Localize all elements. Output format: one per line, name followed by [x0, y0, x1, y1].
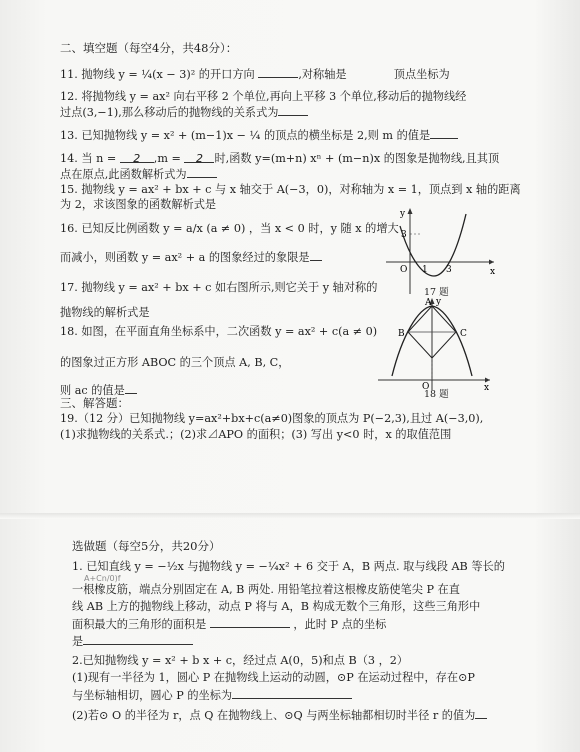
figure-18-graph — [374, 296, 494, 392]
q19-line1: 19.（12 分）已知抛物线 y=ax²+bx+c(a≠0)图象的顶点为 P(−2,3),且过 A(−3,0), — [60, 412, 484, 425]
q16-blank[interactable] — [310, 250, 322, 261]
q18-line1: 18. 如图，在平面直角坐标系中，二次函数 y = ax² + c(a ≠ 0) — [60, 325, 378, 338]
q14-m-blank[interactable]: 2 — [184, 152, 214, 163]
q15-line1: 15. 抛物线 y = ax² + bx + c 与 x 轴交于 A(−3，0)，对称轴为 x = 1，顶点到 x 轴的距离 — [60, 183, 521, 196]
o2-line4: (2)若⊙ O 的半径为 r，点 Q 在抛物线上、⊙Q 与两坐标轴都相切时半径 r 的值为 — [72, 708, 487, 722]
q15-line2: 为 2，求该图象的函数解析式是 — [60, 198, 217, 211]
q17-line2: 抛物线的解析式是 — [60, 306, 150, 319]
q11-text: 11. 抛物线 y = ¼(x − 3)² 的开口方向 ,对称轴是 顶点坐标为 — [60, 68, 450, 81]
q19-line2: (1)求抛物线的关系式.；(2)求⊿APO 的面积；(3) 写出 y<0 时，x 的取值范围 — [60, 428, 452, 441]
pencil-note: A+Cn/0)f — [84, 574, 121, 583]
o2-line1: 2.已知抛物线 y = x² + b x + c，经过点 A(0，5)和点 B（3 ，2） — [72, 654, 409, 667]
q14-line2: 点在原点,此函数解析式为 — [60, 167, 217, 181]
o2-center-blank[interactable] — [232, 688, 352, 699]
y-label: y — [400, 209, 406, 219]
q17-line1: 17. 抛物线 y = ax² + bx + c 如右图所示,则它关于 y 轴对称的 — [60, 281, 378, 294]
point-A-label: A — [425, 298, 432, 308]
point-C-label: C — [460, 329, 467, 339]
q16-line1: 16. 已知反比例函数 y = a/x (a ≠ 0) ，当 x < 0 时，y 随 x 的增大 — [60, 222, 399, 235]
x-label: x — [490, 267, 496, 277]
o2-line3: 与坐标轴相切，圆心 P 的坐标为 — [72, 688, 352, 702]
o1-area-blank[interactable] — [210, 617, 290, 628]
figure-17-graph — [382, 204, 502, 296]
tick-x-1: 1 — [422, 265, 428, 275]
tick-x-3: 3 — [446, 265, 452, 275]
q11-blank-1[interactable] — [258, 67, 298, 78]
o1-line3: 线 AB 上方的抛物线上移动，动点 P 将与 A，B 构成无数个三角形，这些三角形中 — [72, 600, 481, 613]
q14-line1: 14. 当 n = 2 ,m = 2 时,函数 y=(m+n) xⁿ + (m−n)x 的图象是抛物线,且其顶 — [60, 152, 500, 165]
figure-17-caption: 17 题 — [424, 287, 449, 298]
section-answer-heading: 三、解答题： — [60, 396, 129, 410]
x-axis-arrow — [485, 378, 490, 383]
tick-y-3: 3 — [401, 230, 407, 240]
section-fill-blank-heading: 二、填空题（每空4分，共48分）： — [60, 41, 238, 55]
x-axis-arrow — [489, 260, 494, 265]
q18-line3: 则 ac 的值是 — [60, 383, 137, 397]
section-optional-heading: 选做题（每空5分，共20分） — [72, 539, 221, 553]
q13-text: 13. 已知抛物线 y = x² + (m−1)x − ¼ 的顶点的横坐标是 2,则 m 的值是 — [60, 128, 458, 142]
q18-blank[interactable] — [125, 383, 137, 394]
x-label: x — [484, 383, 490, 392]
q14-n-blank[interactable]: 2 — [120, 152, 154, 163]
q12-line1: 12. 将抛物线 y = ax² 向右平移 2 个单位,再向上平移 3 个单位,移动后的抛物线经 — [60, 90, 467, 103]
q12-blank[interactable] — [278, 105, 308, 116]
o1-line5: 是 — [72, 634, 193, 648]
q12-line2: 过点(3,−1),那么移动后的抛物线的关系式为 — [60, 105, 308, 119]
origin-label: O — [422, 382, 430, 392]
q13-blank[interactable] — [430, 128, 458, 139]
o1-point-blank[interactable] — [83, 634, 193, 645]
page-seam — [0, 513, 580, 519]
q18-line2: 的图象过正方形 ABOC 的三个顶点 A, B, C， — [60, 356, 290, 369]
o1-line2: 一根橡皮筋，端点分别固定在 A, B 两处. 用铅笔拉着这根橡皮筋使笔尖 P 在直 — [72, 583, 460, 596]
y-axis-arrow — [408, 208, 413, 214]
point-B-label: B — [398, 329, 405, 339]
q14-blank[interactable] — [187, 167, 217, 178]
o2-radius-blank[interactable] — [475, 708, 487, 719]
origin-label: O — [400, 265, 408, 275]
y-label: y — [436, 297, 442, 307]
o1-line1: 1. 已知直线 y = −½x 与抛物线 y = −¼x² + 6 交于 A，B 两点. 取与线段 AB 等长的 — [72, 560, 505, 573]
q16-line2: 而减小，则函数 y = ax² + a 的图象经过的象限是 — [60, 250, 322, 264]
o1-line4: 面积最大的三角形的面积是 ，此时 P 点的坐标 — [72, 618, 387, 631]
figure-18-caption: 18 题 — [424, 389, 449, 400]
o2-line2: (1)现有一半径为 1，圆心 P 在抛物线上运动的动圆，⊙P 在运动过程中，存在⊙P — [72, 671, 475, 684]
